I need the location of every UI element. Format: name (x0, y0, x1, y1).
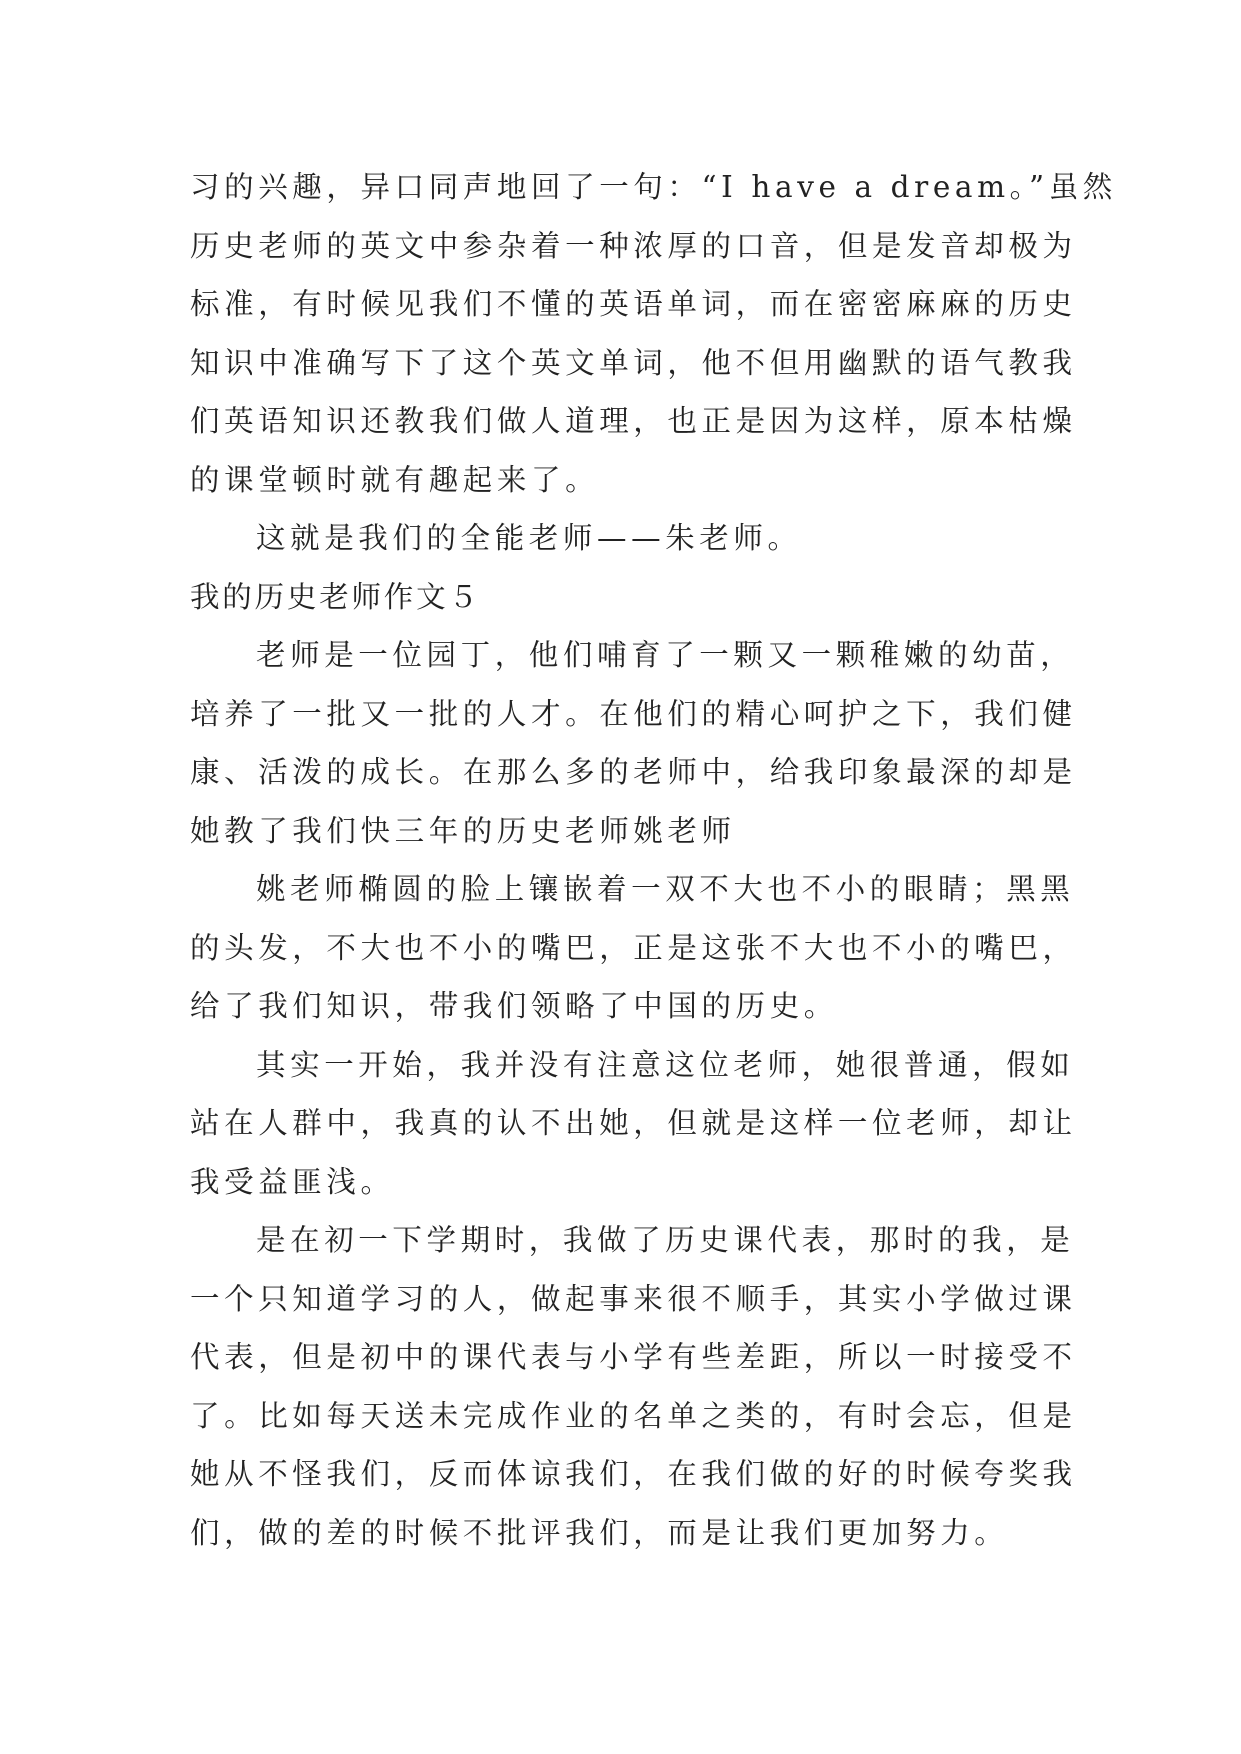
text-line: 站在人群中，我真的认不出她，但就是这样一位老师，却让 (190, 1106, 1077, 1140)
text-line: 标准，有时候见我们不懂的英语单词，而在密密麻麻的历史 (190, 287, 1077, 321)
text-line: 的头发，不大也不小的嘴巴，正是这张不大也不小的嘴巴， (190, 930, 1077, 965)
paragraph-line: 是在初一下学期时，我做了历史课代表，那时的我，是 (256, 1223, 1075, 1257)
text-line: 我受益匪浅。 (190, 1164, 395, 1199)
essay-body (190, 158, 1117, 1562)
paragraph-line: 姚老师椭圆的脸上镶嵌着一双不大也不小的眼睛；黑黑 (256, 872, 1075, 906)
text-line: 代表，但是初中的课代表与小学有些差距，所以一时接受不 (190, 1340, 1077, 1374)
text-line: 们英语知识还教我们做人道理，也正是因为这样，原本枯燥 (190, 404, 1077, 438)
text-line: 培养了一批又一批的人才。在他们的精心呵护之下，我们健 (190, 696, 1077, 731)
text-line: 历史老师的英文中参杂着一种浓厚的口音，但是发音却极为 (190, 228, 1077, 263)
text-line: 她从不怪我们，反而体谅我们，在我们做的好的时候夸奖我 (190, 1457, 1077, 1491)
text-line: 习的兴趣，异口同声地回了一句：“I have a dream。”虽然 (190, 170, 1117, 204)
text-line: 一个只知道学习的人，做起事来很不顺手，其实小学做过课 (190, 1281, 1077, 1316)
text-line: 康、活泼的成长。在那么多的老师中，给我印象最深的却是 (190, 755, 1077, 789)
text-line: 的课堂顿时就有趣起来了。 (190, 462, 600, 497)
paragraph-line: 其实一开始，我并没有注意这位老师，她很普通，假如 (256, 1047, 1075, 1082)
text-line: 们，做的差的时候不批评我们，而是让我们更加努力。 (190, 1515, 1009, 1550)
paragraph-line: 老师是一位园丁，他们哺育了一颗又一颗稚嫩的幼苗， (256, 638, 1075, 672)
section-heading: 我的历史老师作文５ (190, 579, 481, 614)
paragraph-line: 这就是我们的全能老师——朱老师。 (256, 521, 802, 555)
text-line: 知识中准确写下了这个英文单词，他不但用幽默的语气教我 (190, 345, 1077, 380)
text-line: 了。比如每天送未完成作业的名单之类的，有时会忘，但是 (190, 1398, 1077, 1433)
text-line: 她教了我们快三年的历史老师姚老师 (190, 813, 736, 848)
text-line: 给了我们知识，带我们领略了中国的历史。 (190, 989, 838, 1023)
